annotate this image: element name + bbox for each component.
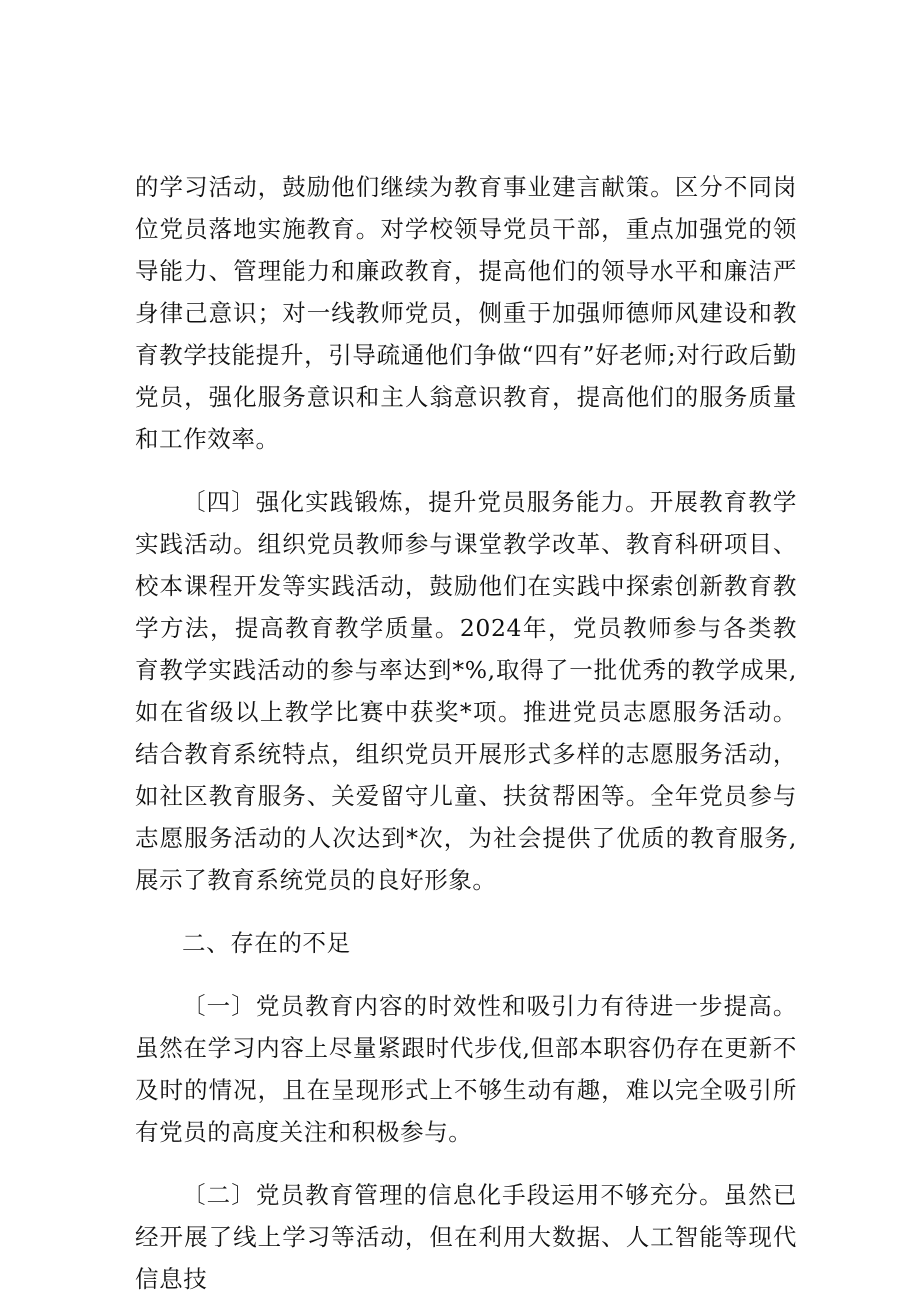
section-heading-shortcomings: 二、存在的不足: [182, 929, 351, 957]
body-paragraph-shortcoming-two: 〔二〕党员教育管理的信息化手段运用不够充分。虽然已经开展了线上学习等活动，但在利用大数据、人工智能等现代信息技: [135, 1181, 797, 1293]
document-body: [135, 166, 797, 1300]
body-paragraph-shortcoming-one: 〔一〕党员教育内容的时效性和吸引力有待进一步提高。虽然在学习内容上尽量紧跟时代步伐,但部本职容仍存在更新不及时的情况，且在呈现形式上不够生动有趣，难以完全吸引所有党员的高度关注和积极参与。: [135, 992, 797, 1146]
body-paragraph-continuation: 的学习活动，鼓励他们继续为教育事业建言献策。区分不同岗位党员落地实施教育。对学校领导党员干部，重点加强党的领导能力、管理能力和廉政教育，提高他们的领导水平和廉洁严身律己意识；对一线教师党员，侧重于加强师德师风建设和教育教学技能提升，引导疏通他们争做“四有”好老师;对行政后勤党员，强化服务意识和主人翁意识教育，提高他们的服务质量和工作效率。: [135, 173, 797, 453]
body-paragraph-section-four: 〔四〕强化实践锻炼，提升党员服务能力。开展教育教学实践活动。组织党员教师参与课堂教学改革、教育科研项目、校本课程开发等实践活动，鼓励他们在实践中探索创新教育教学方法，提高教育教学质量。2024年，党员教师参与各类教育教学实践活动的参与率达到*%,取得了一批优秀的教学成果,如在省级以上教学比赛中获奖*项。推进党员志愿服务活动。结合教育系统特点，组织党员开展形式多样的志愿服务活动，如社区教育服务、关爱留守儿童、扶贫帮困等。全年党员参与志愿服务活动的人次达到*次，为社会提供了优质的教育服务,展示了教育系统党员的良好形象。: [135, 488, 797, 894]
